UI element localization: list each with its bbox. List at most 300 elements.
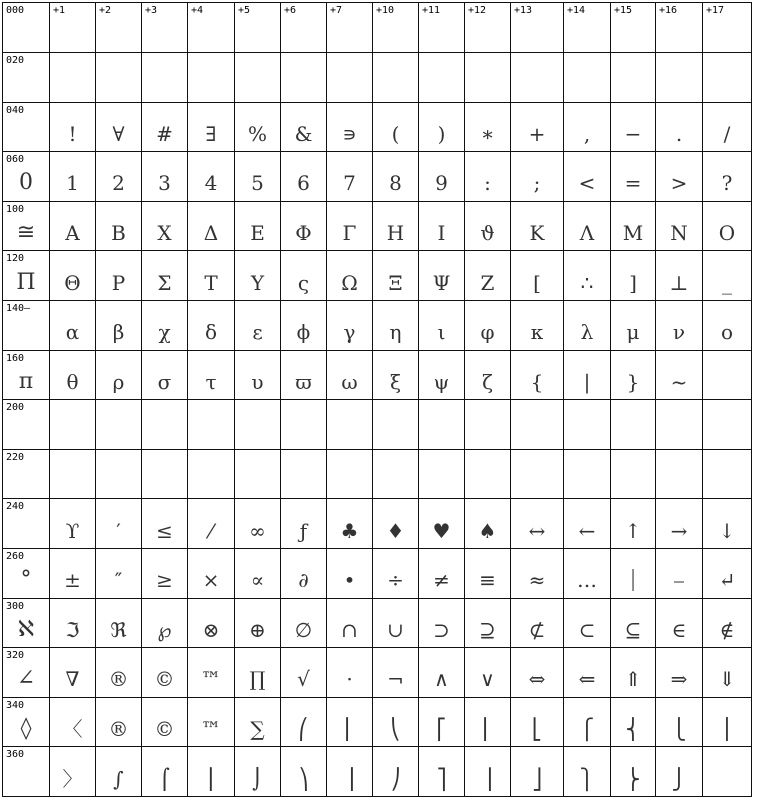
glyph-cell bbox=[611, 449, 656, 499]
column-header-cell bbox=[511, 3, 564, 53]
glyph: ℜ bbox=[110, 617, 127, 642]
glyph: ℑ bbox=[65, 617, 80, 642]
glyph-cell bbox=[142, 548, 188, 598]
glyph bbox=[703, 763, 751, 794]
column-header-label: +14 bbox=[567, 5, 586, 16]
glyph-cell bbox=[327, 648, 373, 698]
glyph: ⎞ bbox=[298, 766, 309, 791]
glyph bbox=[50, 69, 95, 100]
glyph-cell bbox=[373, 548, 419, 598]
glyph: ⎯ bbox=[674, 568, 684, 593]
column-header-label: +2 bbox=[99, 5, 112, 16]
glyph-cell bbox=[50, 53, 96, 103]
glyph-cell bbox=[511, 251, 564, 301]
glyph-cell bbox=[50, 152, 96, 202]
column-header-cell bbox=[235, 3, 281, 53]
glyph: ♠ bbox=[478, 518, 497, 543]
glyph-cell bbox=[564, 548, 611, 598]
glyph-cell bbox=[419, 102, 465, 152]
glyph-cell bbox=[327, 251, 373, 301]
glyph-cell bbox=[50, 400, 96, 450]
glyph-cell bbox=[327, 53, 373, 103]
glyph bbox=[235, 69, 280, 100]
row-label-cell bbox=[3, 152, 50, 202]
glyph bbox=[3, 69, 49, 100]
glyph-cell bbox=[142, 449, 188, 499]
glyph-cell bbox=[656, 747, 703, 797]
glyph-cell bbox=[50, 449, 96, 499]
glyph: ∝ bbox=[250, 568, 265, 593]
glyph: ⊇ bbox=[479, 617, 496, 642]
glyph-cell bbox=[142, 747, 188, 797]
glyph-cell bbox=[703, 350, 752, 400]
glyph-cell bbox=[50, 697, 96, 747]
glyph: Ι bbox=[437, 221, 446, 246]
glyph: ⎬ bbox=[625, 766, 641, 791]
glyph: < bbox=[578, 171, 596, 196]
glyph-cell bbox=[50, 499, 96, 549]
glyph-cell bbox=[327, 201, 373, 251]
glyph bbox=[373, 69, 418, 100]
glyph bbox=[564, 69, 610, 100]
row-label: 240 bbox=[6, 501, 25, 513]
glyph-cell bbox=[188, 400, 235, 450]
glyph bbox=[188, 416, 234, 447]
table-row bbox=[3, 102, 752, 152]
column-header-cell bbox=[419, 3, 465, 53]
glyph: ⎥ bbox=[482, 766, 493, 791]
glyph bbox=[564, 466, 610, 497]
glyph: { bbox=[530, 369, 544, 394]
glyph-cell bbox=[656, 251, 703, 301]
glyph: ω bbox=[341, 369, 358, 394]
column-header-cell bbox=[188, 3, 235, 53]
glyph bbox=[3, 466, 49, 497]
glyph-cell bbox=[327, 598, 373, 648]
column-header-label: +5 bbox=[238, 5, 251, 16]
glyph-cell bbox=[465, 697, 511, 747]
glyph: ∗ bbox=[480, 121, 495, 146]
glyph-cell bbox=[327, 747, 373, 797]
glyph-cell bbox=[281, 152, 327, 202]
glyph: Γ bbox=[342, 221, 357, 246]
glyph-cell bbox=[611, 648, 656, 698]
row-label-cell bbox=[3, 201, 50, 251]
glyph-cell bbox=[327, 499, 373, 549]
glyph: : bbox=[484, 171, 491, 196]
glyph bbox=[96, 69, 141, 100]
glyph: ϒ bbox=[65, 518, 80, 543]
table-row bbox=[3, 251, 752, 301]
column-header-label: +17 bbox=[706, 5, 725, 16]
glyph-cell bbox=[419, 300, 465, 350]
glyph-cell bbox=[96, 400, 142, 450]
column-header-label: +7 bbox=[330, 5, 343, 16]
row-label-cell bbox=[3, 251, 50, 301]
glyph: ζ bbox=[482, 369, 493, 394]
glyph-cell bbox=[50, 300, 96, 350]
glyph-cell bbox=[373, 53, 419, 103]
row-label: 020 bbox=[6, 55, 25, 66]
glyph: • bbox=[343, 568, 356, 593]
glyph-cell bbox=[188, 499, 235, 549]
glyph: ™ bbox=[201, 717, 221, 742]
glyph: ρ bbox=[112, 369, 125, 394]
glyph-cell bbox=[703, 102, 752, 152]
column-header-label: +3 bbox=[145, 5, 158, 16]
glyph-cell bbox=[96, 449, 142, 499]
glyph bbox=[50, 466, 95, 497]
row-label: 200 bbox=[6, 402, 25, 414]
glyph-cell bbox=[419, 152, 465, 202]
glyph-cell bbox=[511, 697, 564, 747]
glyph-cell bbox=[235, 449, 281, 499]
glyph: ∠ bbox=[16, 666, 36, 692]
glyph-cell bbox=[656, 648, 703, 698]
glyph: Μ bbox=[622, 221, 644, 246]
glyph-cell bbox=[703, 499, 752, 549]
glyph: ∈ bbox=[671, 617, 687, 642]
row-label: 040 bbox=[6, 104, 25, 116]
glyph-cell bbox=[611, 548, 656, 598]
column-header-cell bbox=[703, 3, 752, 53]
glyph: ϕ bbox=[296, 320, 311, 345]
glyph: ε bbox=[252, 320, 263, 345]
glyph-cell bbox=[96, 102, 142, 152]
glyph-cell bbox=[142, 350, 188, 400]
glyph-cell bbox=[96, 201, 142, 251]
glyph: Θ bbox=[64, 270, 81, 295]
row-label-cell bbox=[3, 102, 50, 152]
glyph bbox=[188, 466, 234, 497]
glyph: / bbox=[723, 121, 731, 146]
glyph: ~ bbox=[670, 369, 688, 394]
glyph: , bbox=[583, 121, 591, 146]
glyph bbox=[3, 317, 49, 348]
glyph-cell bbox=[465, 102, 511, 152]
column-header-label: 000 bbox=[6, 5, 25, 16]
glyph: _ bbox=[722, 270, 732, 295]
glyph-cell bbox=[564, 598, 611, 648]
glyph: ∪ bbox=[387, 617, 404, 642]
glyph: ⎪ bbox=[719, 717, 735, 742]
glyph-cell bbox=[511, 598, 564, 648]
glyph: ⎜ bbox=[344, 717, 355, 742]
glyph: χ bbox=[158, 320, 171, 345]
glyph: Ψ bbox=[432, 270, 451, 295]
glyph-cell bbox=[511, 449, 564, 499]
glyph-cell bbox=[142, 697, 188, 747]
glyph-cell bbox=[465, 251, 511, 301]
column-header-label: +6 bbox=[284, 5, 297, 16]
glyph-cell bbox=[419, 697, 465, 747]
glyph: ≠ bbox=[433, 568, 450, 593]
glyph-cell bbox=[327, 548, 373, 598]
glyph-cell bbox=[611, 152, 656, 202]
glyph: ⊥ bbox=[669, 270, 689, 295]
glyph: ⎧ bbox=[579, 717, 595, 742]
row-label-cell bbox=[3, 499, 50, 549]
glyph-cell bbox=[142, 598, 188, 648]
glyph-cell bbox=[281, 747, 327, 797]
glyph-cell bbox=[235, 747, 281, 797]
glyph bbox=[703, 69, 751, 100]
glyph: ⎟ bbox=[344, 766, 355, 791]
glyph-cell bbox=[281, 449, 327, 499]
glyph: 〉 bbox=[62, 766, 83, 791]
glyph: ℘ bbox=[157, 617, 172, 642]
glyph-cell bbox=[96, 300, 142, 350]
glyph-cell bbox=[656, 152, 703, 202]
glyph-cell bbox=[142, 152, 188, 202]
glyph bbox=[465, 416, 510, 447]
glyph bbox=[564, 416, 610, 447]
glyph: ∨ bbox=[480, 667, 495, 692]
glyph: 4 bbox=[204, 171, 218, 196]
row-label-cell bbox=[3, 697, 50, 747]
glyph: γ bbox=[343, 320, 356, 345]
glyph-cell bbox=[188, 201, 235, 251]
glyph: ; bbox=[533, 171, 541, 196]
glyph: ο bbox=[720, 320, 734, 345]
glyph: ℵ bbox=[17, 616, 35, 642]
glyph bbox=[703, 466, 751, 497]
glyph-cell bbox=[50, 747, 96, 797]
glyph-cell bbox=[373, 152, 419, 202]
glyph: σ bbox=[157, 369, 172, 394]
glyph: λ bbox=[580, 320, 594, 345]
glyph-cell bbox=[564, 350, 611, 400]
glyph bbox=[281, 416, 326, 447]
glyph: ⎢ bbox=[482, 717, 493, 742]
glyph: ™ bbox=[201, 667, 221, 692]
glyph-cell bbox=[96, 648, 142, 698]
glyph: ! bbox=[68, 121, 77, 146]
glyph-cell bbox=[142, 300, 188, 350]
glyph-cell bbox=[281, 697, 327, 747]
table-row bbox=[3, 499, 752, 549]
column-header-cell bbox=[611, 3, 656, 53]
row-label: 120 bbox=[6, 253, 25, 265]
row-label: 220 bbox=[6, 451, 25, 463]
glyph-cell bbox=[373, 499, 419, 549]
glyph: … bbox=[577, 568, 597, 593]
glyph bbox=[419, 466, 464, 497]
column-header-label: +4 bbox=[191, 5, 204, 16]
glyph-cell bbox=[465, 350, 511, 400]
glyph: ∧ bbox=[434, 667, 449, 692]
glyph: Ν bbox=[670, 221, 688, 246]
glyph-cell bbox=[656, 102, 703, 152]
glyph-cell bbox=[656, 449, 703, 499]
row-label: 320 bbox=[6, 650, 25, 662]
glyph: ⇔ bbox=[528, 667, 546, 692]
glyph: ϖ bbox=[295, 369, 312, 394]
glyph bbox=[235, 466, 280, 497]
glyph-cell bbox=[564, 648, 611, 698]
glyph bbox=[142, 466, 187, 497]
glyph: ° bbox=[20, 567, 32, 593]
glyph: ? bbox=[721, 171, 733, 196]
glyph bbox=[611, 466, 655, 497]
glyph: ∇ bbox=[65, 667, 80, 692]
glyph: ∏ bbox=[249, 667, 266, 692]
glyph bbox=[3, 763, 49, 794]
glyph-cell bbox=[703, 400, 752, 450]
glyph-cell bbox=[511, 350, 564, 400]
glyph bbox=[511, 69, 563, 100]
glyph-cell bbox=[511, 400, 564, 450]
glyph: Ω bbox=[341, 270, 358, 295]
glyph-cell bbox=[611, 350, 656, 400]
glyph: ⇑ bbox=[624, 667, 642, 692]
glyph-cell bbox=[656, 201, 703, 251]
glyph: 1 bbox=[66, 171, 79, 196]
table-row bbox=[3, 300, 752, 350]
glyph: ⌡ bbox=[252, 766, 263, 791]
table-row bbox=[3, 400, 752, 450]
glyph-cell bbox=[235, 251, 281, 301]
glyph: ∫ bbox=[113, 766, 124, 791]
column-header-label: +10 bbox=[376, 5, 395, 16]
row-label: 260 bbox=[6, 550, 25, 562]
glyph-cell bbox=[511, 53, 564, 103]
glyph: ς bbox=[297, 270, 310, 295]
glyph-cell bbox=[465, 53, 511, 103]
glyph-cell bbox=[703, 548, 752, 598]
glyph-cell bbox=[611, 400, 656, 450]
glyph: ϑ bbox=[480, 221, 495, 246]
glyph-cell bbox=[611, 53, 656, 103]
glyph-cell bbox=[142, 102, 188, 152]
glyph-cell bbox=[188, 598, 235, 648]
glyph-cell bbox=[96, 598, 142, 648]
glyph-cell bbox=[564, 300, 611, 350]
glyph: − bbox=[624, 121, 642, 146]
glyph bbox=[703, 416, 751, 447]
glyph-cell bbox=[611, 697, 656, 747]
glyph-cell bbox=[281, 350, 327, 400]
glyph: ƒ bbox=[299, 518, 308, 543]
glyph: ⊗ bbox=[202, 617, 220, 642]
glyph: Κ bbox=[529, 221, 545, 246]
glyph: 8 bbox=[389, 171, 402, 196]
glyph: [ bbox=[533, 270, 541, 295]
glyph-cell bbox=[465, 300, 511, 350]
glyph-cell bbox=[188, 648, 235, 698]
glyph-cell bbox=[281, 201, 327, 251]
glyph: ↔ bbox=[528, 518, 546, 543]
column-header-label: +16 bbox=[659, 5, 678, 16]
glyph-cell bbox=[611, 747, 656, 797]
glyph-cell bbox=[281, 102, 327, 152]
column-header-cell bbox=[373, 3, 419, 53]
glyph-cell bbox=[373, 102, 419, 152]
glyph-cell bbox=[419, 400, 465, 450]
glyph-cell bbox=[656, 697, 703, 747]
glyph-cell bbox=[419, 201, 465, 251]
glyph: Ξ bbox=[388, 270, 403, 295]
column-header-label: +11 bbox=[422, 5, 441, 16]
table-row bbox=[3, 350, 752, 400]
column-header-label: +12 bbox=[468, 5, 487, 16]
column-header-cell bbox=[142, 3, 188, 53]
glyph-cell bbox=[656, 499, 703, 549]
column-header-cell bbox=[50, 3, 96, 53]
glyph-cell bbox=[235, 697, 281, 747]
glyph: ÷ bbox=[387, 568, 404, 593]
glyph-cell bbox=[564, 400, 611, 450]
glyph-cell bbox=[703, 697, 752, 747]
glyph: Ρ bbox=[111, 270, 126, 295]
glyph: 〈 bbox=[62, 717, 83, 742]
glyph: τ bbox=[205, 369, 217, 394]
glyph-cell bbox=[703, 598, 752, 648]
glyph: 3 bbox=[158, 171, 171, 196]
glyph-cell bbox=[703, 251, 752, 301]
glyph: α bbox=[65, 320, 80, 345]
glyph: Η bbox=[386, 221, 405, 246]
glyph-cell bbox=[465, 548, 511, 598]
glyph bbox=[511, 466, 563, 497]
glyph: ⎤ bbox=[436, 766, 447, 791]
glyph: κ bbox=[530, 320, 544, 345]
glyph: φ bbox=[480, 320, 495, 345]
glyph-cell bbox=[50, 350, 96, 400]
glyph-cell bbox=[96, 747, 142, 797]
glyph-cell bbox=[281, 548, 327, 598]
row-label-cell bbox=[3, 449, 50, 499]
glyph: υ bbox=[251, 369, 264, 394]
glyph-cell bbox=[419, 648, 465, 698]
row-label: 100 bbox=[6, 203, 25, 215]
glyph-cell bbox=[703, 449, 752, 499]
glyph: . bbox=[675, 121, 683, 146]
glyph bbox=[327, 69, 372, 100]
glyph-cell bbox=[656, 300, 703, 350]
glyph-cell bbox=[188, 53, 235, 103]
glyph-cell bbox=[465, 747, 511, 797]
glyph-cell bbox=[419, 598, 465, 648]
glyph: ⎣ bbox=[532, 717, 542, 742]
glyph: 0 bbox=[19, 170, 33, 196]
glyph-cell bbox=[96, 499, 142, 549]
glyph-cell bbox=[465, 400, 511, 450]
glyph: ◊ bbox=[20, 716, 32, 742]
glyph-cell bbox=[511, 102, 564, 152]
glyph-cell bbox=[419, 499, 465, 549]
glyph: Δ bbox=[203, 221, 219, 246]
glyph: ⌠ bbox=[159, 766, 170, 791]
glyph-cell bbox=[327, 449, 373, 499]
glyph: Π bbox=[16, 269, 36, 295]
glyph-cell bbox=[564, 53, 611, 103]
glyph: 6 bbox=[297, 171, 310, 196]
glyph: ⎭ bbox=[671, 766, 687, 791]
symbol-character-table bbox=[2, 2, 752, 797]
table-row bbox=[3, 598, 752, 648]
glyph: ± bbox=[64, 568, 81, 593]
glyph: ∑ bbox=[250, 717, 265, 742]
row-label-cell bbox=[3, 53, 50, 103]
glyph-cell bbox=[188, 697, 235, 747]
glyph-cell bbox=[142, 400, 188, 450]
glyph: ≥ bbox=[156, 568, 173, 593]
glyph-cell bbox=[281, 400, 327, 450]
glyph: ≤ bbox=[156, 518, 173, 543]
glyph-cell bbox=[327, 102, 373, 152]
glyph-cell bbox=[235, 548, 281, 598]
